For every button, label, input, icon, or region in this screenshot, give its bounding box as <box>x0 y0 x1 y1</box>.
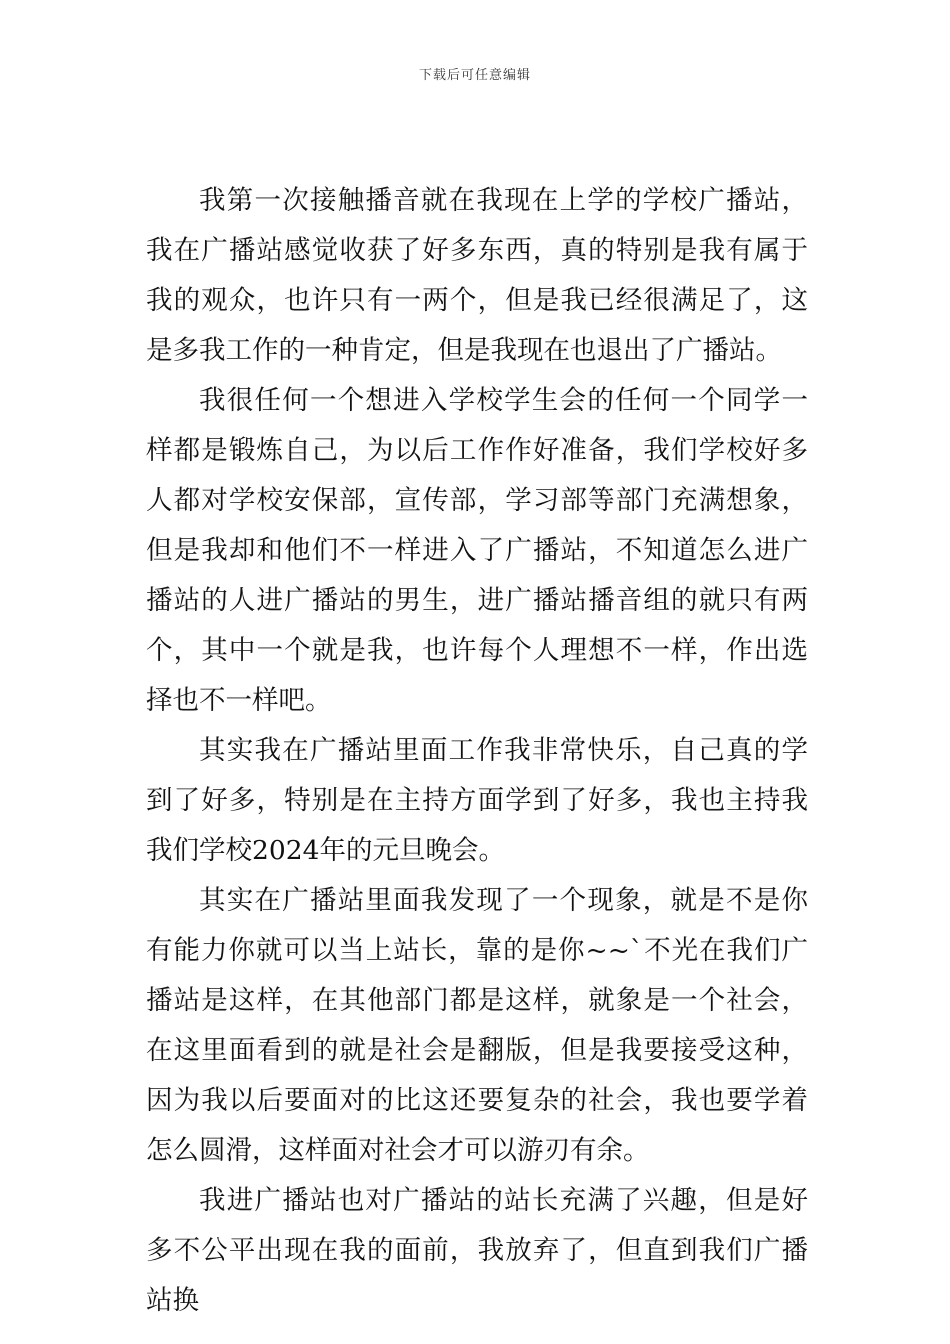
paragraph-4: 其实在广播站里面我发现了一个现象，就是不是你有能力你就可以当上站长，靠的是你~~`不光在我们广播站是这样，在其他部门都是这样，就象是一个社会，在这里面看到的就是社会是翻版，但是我要接受这种，因为我以后要面对的比这还要复杂的社会，我也要学着怎么圆滑，这样面对社会才可以游刃有余。 <box>146 885 808 1166</box>
paragraph-5: 我进广播站也对广播站的站长充满了兴趣，但是好多不公平出现在我的面前，我放弃了，但直到我们广播站换 <box>146 1185 808 1316</box>
paragraph-1: 我第一次接触播音就在我现在上学的学校广播站，我在广播站感觉收获了好多东西，真的特别是我有属于我的观众，也许只有一两个，但是我已经很满足了，这是多我工作的一种肯定，但是我现在也退出了广播站。 <box>146 185 808 366</box>
paragraph-2: 我很任何一个想进入学校学生会的任何一个同学一样都是锻炼自己，为以后工作作好准备，我们学校好多人都对学校安保部，宣传部，学习部等部门充满想象，但是我却和他们不一样进入了广播站，不知道怎么进广播站的人进广播站的男生，进广播站播音组的就只有两个，其中一个就是我，也许每个人理想不一样，作出选择也不一样吧。 <box>146 385 808 716</box>
paragraph-3: 其实我在广播站里面工作我非常快乐，自己真的学到了好多，特别是在主持方面学到了好多，我也主持我我们学校2024年的元旦晚会。 <box>146 735 808 866</box>
page-header-note: 下载后可任意编辑 <box>418 68 531 83</box>
document-body <box>146 176 808 1326</box>
